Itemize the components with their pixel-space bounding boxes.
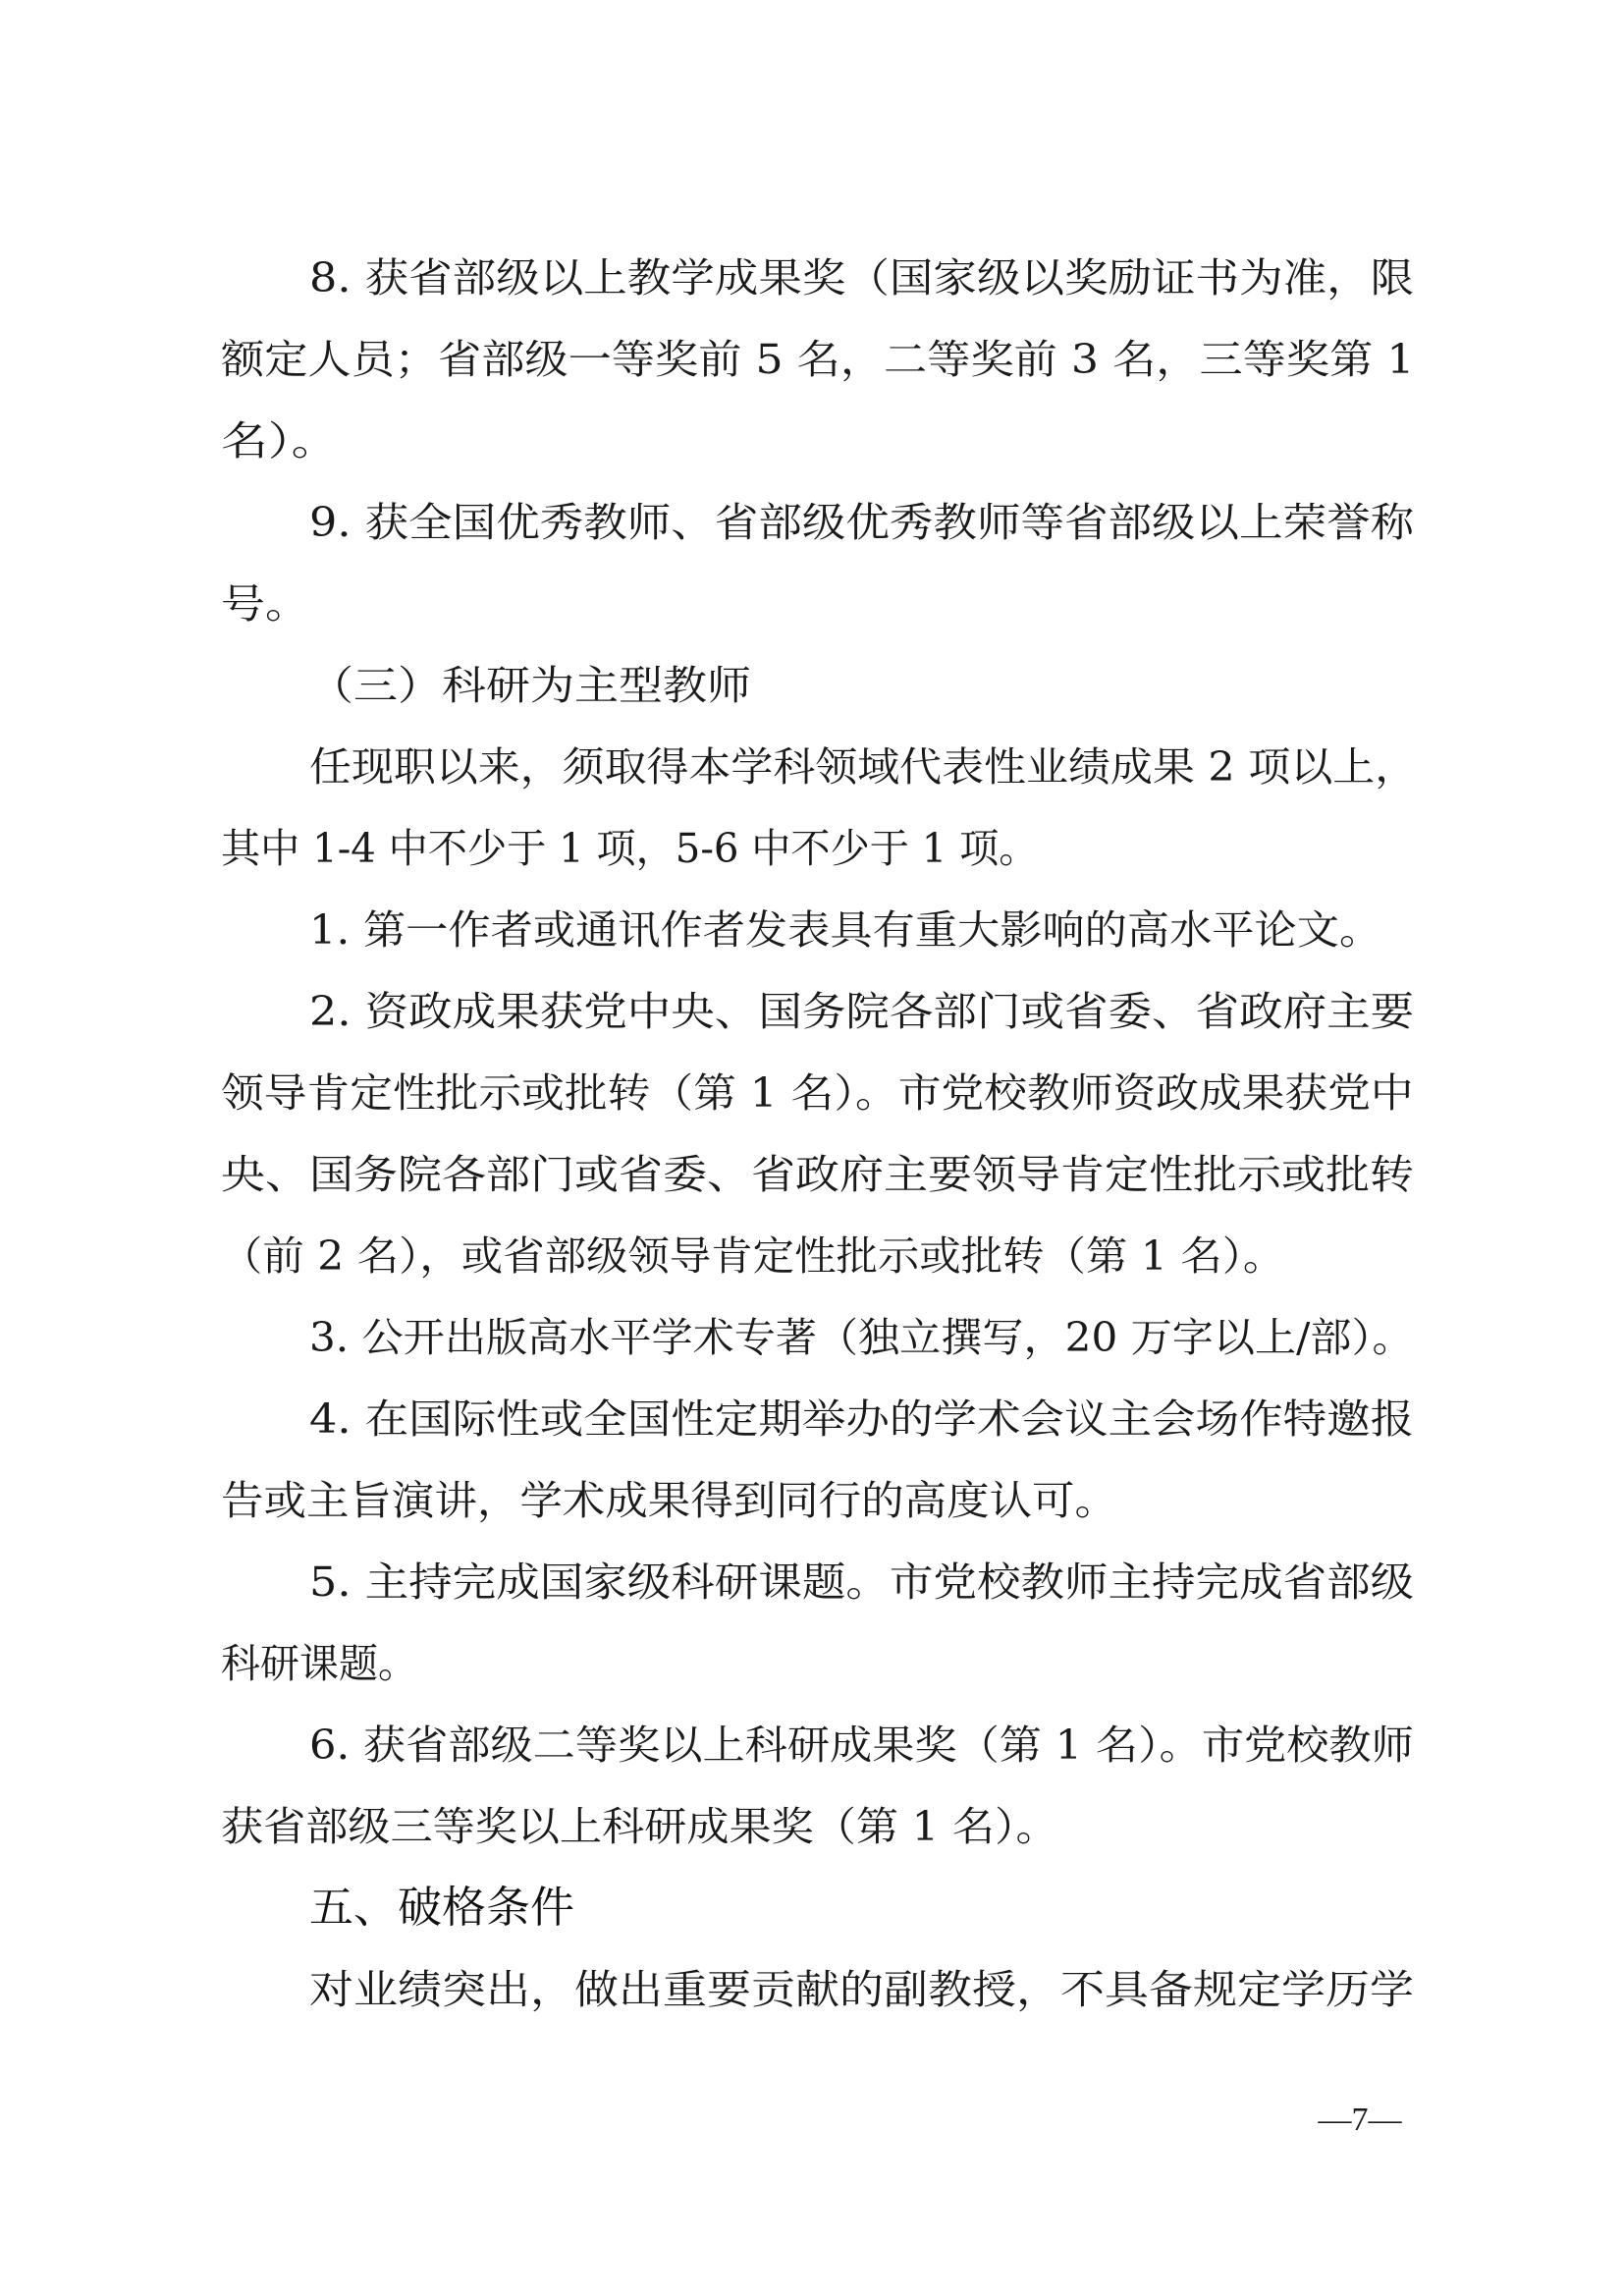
text-line: 2. 资政成果获党中央、国务院各部门或省委、省政府主要 (309, 988, 1415, 1035)
text-line: （前 2 名），或省部级领导肯定性批示或批转（第 1 名）。 (221, 1232, 1285, 1280)
page-number: —7— (1318, 2102, 1402, 2138)
text-line: 央、国务院各部门或省委、省政府主要领导肯定性批示或批转 (221, 1151, 1414, 1198)
text-line: 6. 获省部级二等奖以上科研成果奖（第 1 名）。市党校教师 (309, 1722, 1414, 1769)
text-line: 号。 (221, 580, 309, 628)
text-line: 任现职以来，须取得本学科领域代表性业绩成果 2 项以上， (309, 743, 1418, 791)
text-line: 4. 在国际性或全国性定期举办的学术会议主会场作特邀报 (309, 1395, 1415, 1443)
text-line: 领导肯定性批示或批转（第 1 名）。市党校教师资政成果获党中 (221, 1069, 1414, 1117)
text-line: 科研课题。 (221, 1640, 417, 1687)
text-line: 3. 公开出版高水平学术专著（独立撰写，20 万字以上/部）。 (309, 1314, 1414, 1361)
text-line: 8. 获省部级以上教学成果奖（国家级以奖励证书为准，限 (309, 254, 1415, 301)
text-line: 9. 获全国优秀教师、省部级优秀教师等省部级以上荣誉称 (309, 499, 1415, 546)
text-line: 获省部级三等奖以上科研成果奖（第 1 名）。 (221, 1803, 1058, 1850)
text-line: 对业绩突出，做出重要贡献的副教授，不具备规定学历学 (309, 1966, 1414, 2013)
text-line: 名）。 (221, 417, 339, 465)
text-line: 额定人员；省部级一等奖前 5 名，二等奖前 3 名，三等奖第 1 (221, 336, 1415, 383)
section-heading: 五、破格条件 (309, 1883, 574, 1933)
text-line: 其中 1-4 中不少于 1 项，5-6 中不少于 1 项。 (221, 825, 1039, 872)
section-heading: （三）科研为主型教师 (309, 662, 751, 709)
text-line: 告或主旨演讲，学术成果得到同行的高度认可。 (221, 1477, 1117, 1524)
text-line: 1. 第一作者或通讯作者发表具有重大影响的高水平论文。 (309, 906, 1382, 954)
text-line: 5. 主持完成国家级科研课题。市党校教师主持完成省部级 (309, 1558, 1415, 1606)
